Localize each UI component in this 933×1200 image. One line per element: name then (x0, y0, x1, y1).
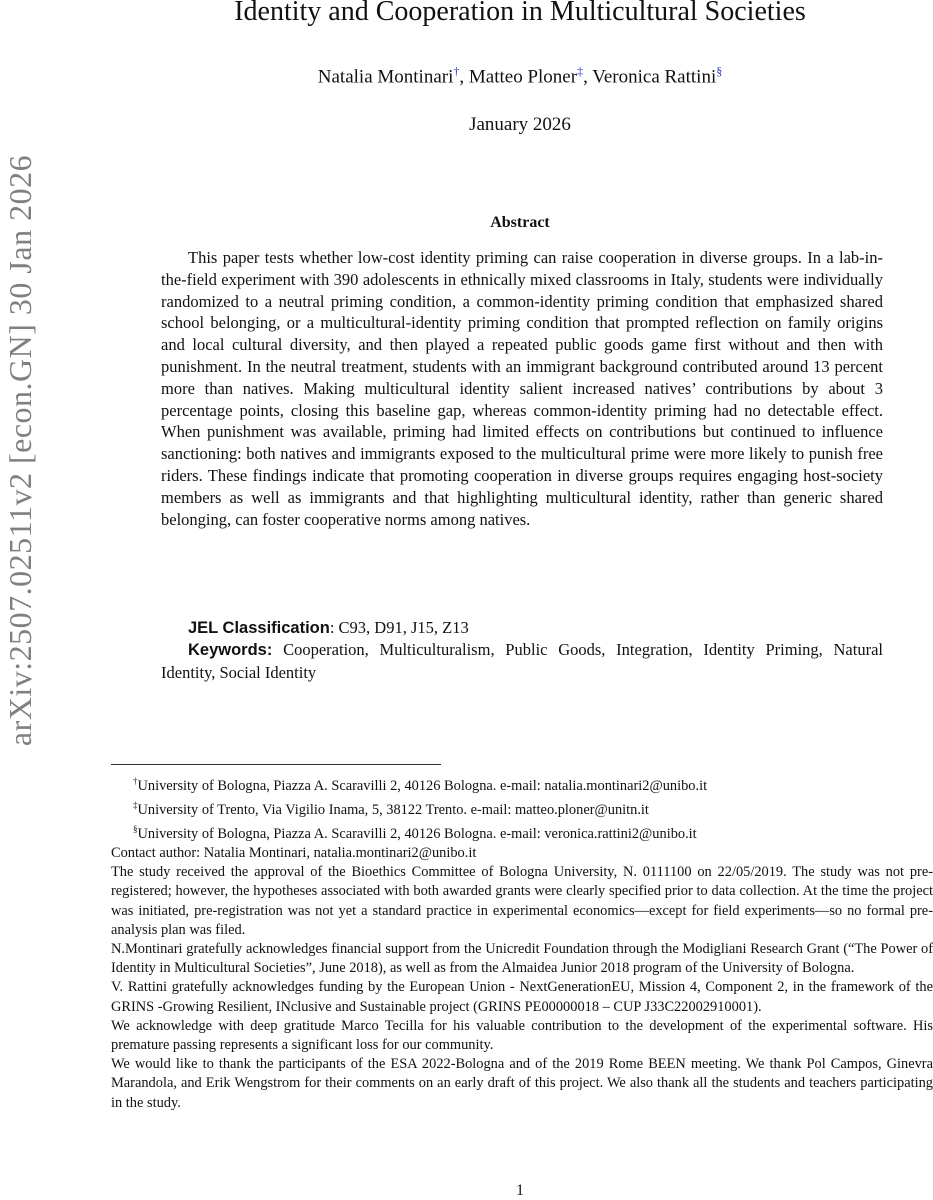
footnote-text: University of Bologna, Piazza A. Scaravilli 2, 40126 Bologna. e-mail: veronica.rattini2@unibo.it (137, 825, 697, 842)
author-name: Natalia Montinari (317, 66, 454, 88)
arxiv-identifier: arXiv:2507.02511v2 [econ.GN] 30 Jan 2026 (2, 154, 39, 746)
author-footnote-link[interactable]: ‡ (577, 64, 584, 78)
jel-classification (161, 617, 883, 640)
author-footnote-link[interactable]: § (716, 64, 723, 78)
paper-title: Identity and Cooperation in Multicultural Societies (234, 0, 806, 27)
contact-note: Contact author: Natalia Montinari, natalia.montinari2@unibo.it (111, 845, 477, 861)
author-name: Matteo Ploner (468, 66, 578, 88)
funding-note-montinari: N.Montinari gratefully acknowledges financial support from the Unicredit Foundation through the Modigliani Research Grant (“The Power of Identity in Multicultural Societies”, June 2018), as well as from the Almaidea Junior 2018 program of the University of Bologna. (111, 941, 933, 977)
keywords-list: Cooperation, Multiculturalism, Public Goods, Integration, Identity Priming, Natural Identity, Social Identity (161, 640, 883, 682)
footnote (111, 796, 933, 820)
footnote-text: University of Bologna, Piazza A. Scaravilli 2, 40126 Bologna. e-mail: natalia.montinari2@unibo.it (137, 777, 708, 794)
footnote-mark: ‡ (133, 800, 138, 810)
abstract-text: This paper tests whether low-cost identity priming can raise cooperation in diverse groups. In a lab-in-the-field experiment with 390 adolescents in ethnically mixed classrooms in Italy, students were individually randomized to a neutral priming condition, a common-identity priming condition that emphasized shared school belonging, or a multicultural-identity priming condition that prompted reflection on family origins and local cultural diversity, and then played a repeated public goods game first without and then with punishment. In the neutral treatment, students with an immigrant background contributed around 13 percent more than natives. Making multicultural identity salient increased natives’ contributions by about 3 percentage points, closing this baseline gap, whereas common-identity priming had no detectable effect. When punishment was available, priming had limited effects on contributions but continued to influence sanctioning: both natives and immigrants exposed to the multicultural prime were more likely to punish free riders. These findings indicate that promoting cooperation in diverse groups requires engaging host-society members as well as immigrants and that highlighting multicultural identity, rather than generic shared belonging, can foster cooperative norms among natives. (161, 248, 883, 529)
footnote-text: University of Trento, Via Vigilio Inama, 5, 38122 Trento. e-mail: matteo.ploner@unitn.it (137, 801, 649, 818)
keywords-label: Keywords: (188, 641, 273, 659)
thanks-note: We would like to thank the participants of the ESA 2022-Bologna and of the 2019 Rome BEEN meeting. We thank Pol Campos, Ginevra Marandola, and Erik Wengstrom for their comments on an early draft of this project. We also thank all the students and teachers participating in the study. (111, 1056, 933, 1111)
footnotes (111, 772, 933, 1113)
author-name: Veronica Rattini (592, 66, 717, 88)
footnote (111, 820, 933, 844)
footnote (111, 772, 933, 796)
author-list (0, 64, 933, 88)
ethics-note: The study received the approval of the Bioethics Committee of Bologna University, N. 0111100 on 22/05/2019. The study was not pre-registered; however, the hypotheses associated with both awarded grants were clearly specified prior to data collection. At the time the project was initiated, pre-registration was not yet a standard practice in experimental economics—except for field experiments—so no formal pre-analysis plan was filed. (111, 864, 933, 938)
author-separator: , (459, 66, 465, 88)
footnote-mark: † (133, 776, 138, 786)
abstract-heading: Abstract (490, 214, 550, 231)
jel-label: JEL Classification (188, 619, 330, 637)
author-separator: , (583, 66, 588, 88)
footnote-mark: § (133, 824, 138, 834)
funding-note-rattini: V. Rattini gratefully acknowledges funding by the European Union - NextGenerationEU, Mission 4, Component 2, in the framework of the GRINS -Growing Resilient, INclusive and Sustainable project (GRINS PE00000018 – CUP J33C22002910001). (111, 979, 933, 1015)
keywords (161, 639, 883, 684)
footnote-rule (111, 764, 441, 765)
page-number: 1 (516, 1182, 524, 1199)
acknowledgment-note: We acknowledge with deep gratitude Marco Tecilla for his valuable contribution to the development of the experimental software. His premature passing represents a significant loss for our community. (111, 1017, 933, 1054)
author-footnote-link[interactable]: † (453, 64, 460, 78)
jel-codes: : C93, D91, J15, Z13 (329, 618, 469, 637)
publication-date: January 2026 (469, 114, 571, 135)
